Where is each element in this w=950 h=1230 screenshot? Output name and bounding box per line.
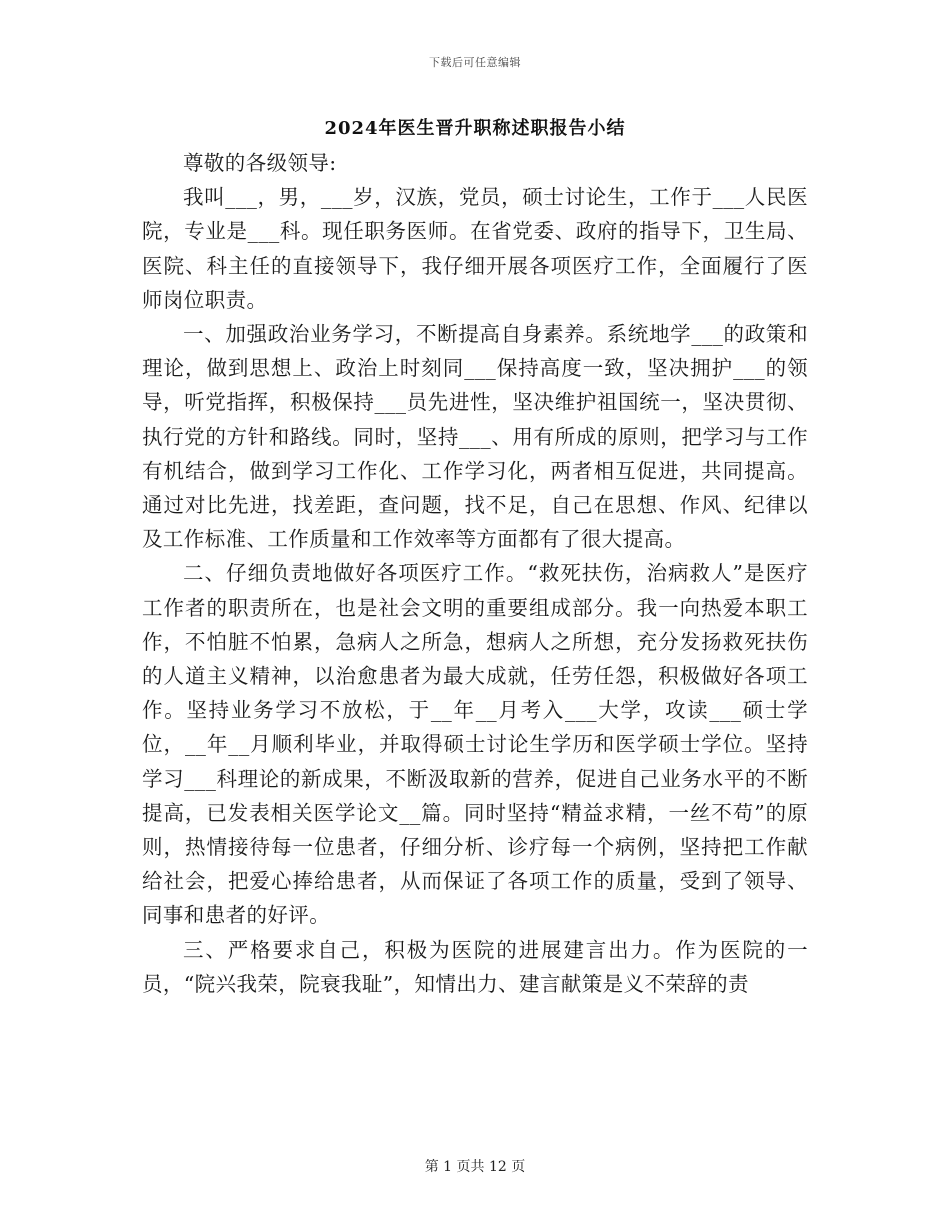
paragraph-section-2: 二、仔细负责地做好各项医疗工作。“救死扶伤，治病救人”是医疗工作者的职责所在，也是社会文明的重要组成部分。我一向热爱本职工作，不怕脏不怕累，急病人之所急，想病人之所想，充分发扬救死扶伤的人道主义精神，以治愈患者为最大成就，任劳任怨，积极做好各项工作。坚持业务学习不放松，于__年__月考入___大学，攻读___硕士学位，__年__月顺利毕业，并取得硕士讨论生学历和医学硕士学位。坚持学习___科理论的新成果，不断汲取新的营养，促进自己业务水平的不断提高，已发表相关医学论文__篇。同时坚持“精益求精，一丝不苟”的原则，热情接待每一位患者，仔细分析、诊疗每一个病例，坚持把工作献给社会，把爱心捧给患者，从而保证了各项工作的质量，受到了领导、同事和患者的好评。 [142,561,808,928]
header-note: 下载后可任意编辑 [429,56,521,69]
document-title: 2024年医生晋升职称述职报告小结 [324,118,626,139]
paragraph-section-1: 一、加强政治业务学习，不断提高自身素养。系统地学___的政策和理论，做到思想上、政治上时刻同___保持高度一致，坚决拥护___的领导，听党指挥，积极保持___员先进性，坚决维护祖国统一，坚决贯彻、执行党的方针和路线。同时，坚持___、用有所成的原则，把学习与工作有机结合，做到学习工作化、工作学习化，两者相互促进，共同提高。通过对比先进，找差距，查问题，找不足，自己在思想、作风、纪律以及工作标准、工作质量和工作效率等方面都有了很大提高。 [142,322,808,552]
paragraph-intro: 我叫___，男，___岁，汉族，党员，硕士讨论生，工作于___人民医院，专业是___科。现任职务医师。在省党委、政府的指导下，卫生局、医院、科主任的直接领导下，我仔细开展各项医疗工作，全面履行了医师岗位职责。 [142,185,808,312]
paragraph-section-3: 三、严格要求自己，积极为医院的进展建言出力。作为医院的一员，“院兴我荣，院衰我耻”，知情出力、建言献策是义不荣辞的责 [142,937,808,996]
document-body [142,146,808,1001]
page-number: 第 1 页共 12 页 [424,1159,526,1175]
salutation: 尊敬的各级领导: [183,151,337,175]
